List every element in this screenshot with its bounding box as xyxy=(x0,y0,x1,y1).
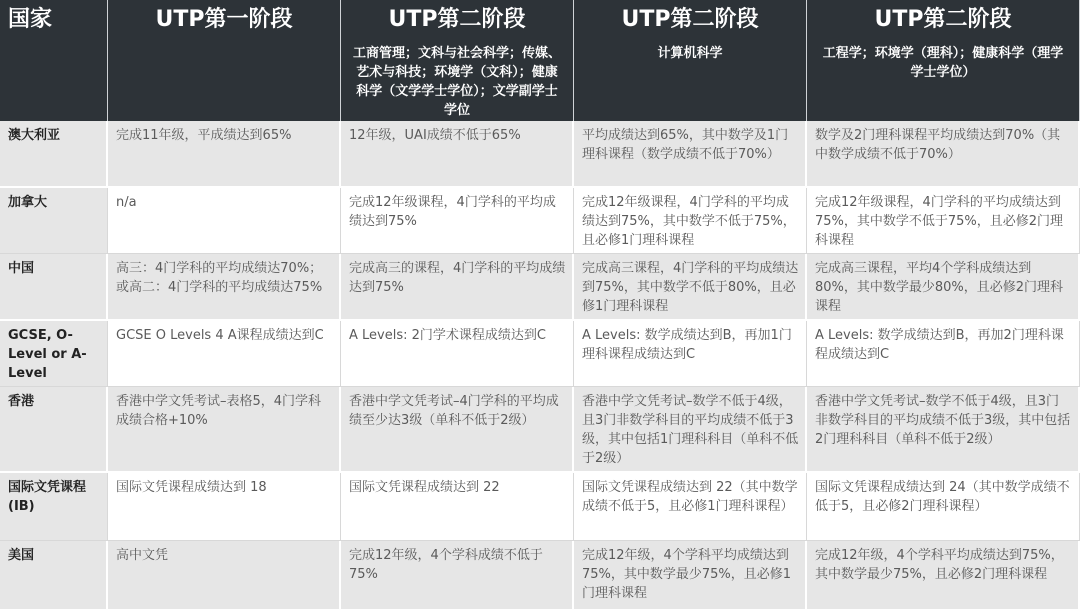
table-row xyxy=(0,387,1080,473)
cell-stage2-arts: 香港中学文凭考试–4门学科的平均成绩至少达3级（单科不低于2级） xyxy=(341,387,574,473)
row-country: 香港 xyxy=(0,387,108,473)
cell-stage2-arts: A Levels: 2门学术课程成绩达到C xyxy=(341,321,574,387)
table-row xyxy=(0,541,1080,611)
row-country: 加拿大 xyxy=(0,188,108,254)
row-country: 澳大利亚 xyxy=(0,121,108,188)
cell-stage2-arts: 国际文凭课程成绩达到 22 xyxy=(341,473,574,541)
cell-stage1: GCSE O Levels 4 A课程成绩达到C xyxy=(108,321,341,387)
cell-stage1: n/a xyxy=(108,188,341,254)
header-country: 国家 xyxy=(0,0,108,121)
header-row xyxy=(0,0,1080,121)
table-row xyxy=(0,188,1080,254)
cell-stage2-eng: 完成12年级，4个学科平均成绩达到75%，其中数学最少75%，且必修2门理科课程 xyxy=(807,541,1080,611)
header-stage2-arts-sub: 工商管理；文科与社会科学；传媒、艺术与科技；环境学（文科）；健康科学（文学学士学位）；文学副学士学位 xyxy=(352,46,561,118)
cell-stage2-cs: 国际文凭课程成绩达到 22（其中数学成绩不低于5，且必修1门理科课程） xyxy=(574,473,807,541)
row-country: 国际文凭课程 (IB) xyxy=(0,473,108,541)
header-stage2-cs: UTP第二阶段 计算机科学 xyxy=(574,0,807,121)
cell-stage2-arts: 完成12年级课程，4门学科的平均成绩达到75% xyxy=(341,188,574,254)
cell-stage2-arts: 完成12年级，4个学科成绩不低于75% xyxy=(341,541,574,611)
cell-stage1: 高三：4门学科的平均成绩达70%；或高二：4门学科的平均成绩达75% xyxy=(108,254,341,321)
table-row xyxy=(0,473,1080,541)
cell-stage2-eng: 香港中学文凭考试–数学不低于4级，且3门非数学科目的平均成绩不低于3级，其中包括2门理科科目（单科不低于2级） xyxy=(807,387,1080,473)
header-stage2-eng-sub: 工程学；环境学（理科）；健康科学（理学学士学位） xyxy=(822,46,1064,80)
cell-stage2-cs: 完成12年级，4个学科平均成绩达到75%，其中数学最少75%，且必修1门理科课程 xyxy=(574,541,807,611)
table-row xyxy=(0,321,1080,387)
table-row xyxy=(0,254,1080,321)
cell-stage2-eng: 完成12年级课程，4门学科的平均成绩达到75%，其中数学不低于75%，且必修2门理科课程 xyxy=(807,188,1080,254)
header-stage1: UTP第一阶段 xyxy=(108,0,341,121)
cell-stage2-arts: 12年级，UAI成绩不低于65% xyxy=(341,121,574,188)
cell-stage2-cs: 完成高三课程，4门学科的平均成绩达到75%，其中数学不低于80%，且必修1门理科课程 xyxy=(574,254,807,321)
row-country: GCSE, O-Level or A-Level xyxy=(0,321,108,387)
header-stage2-eng: UTP第二阶段 工程学；环境学（理科）；健康科学（理学学士学位） xyxy=(807,0,1080,121)
cell-stage2-cs: 完成12年级课程，4门学科的平均成绩达到75%，其中数学不低于75%，且必修1门理科课程 xyxy=(574,188,807,254)
table-row xyxy=(0,121,1080,188)
cell-stage2-eng: 数学及2门理科课程平均成绩达到70%（其中数学成绩不低于70%） xyxy=(807,121,1080,188)
cell-stage2-eng: A Levels: 数学成绩达到B，再加2门理科课程成绩达到C xyxy=(807,321,1080,387)
cell-stage1: 香港中学文凭考试–表格5，4门学科成绩合格+10% xyxy=(108,387,341,473)
row-country: 中国 xyxy=(0,254,108,321)
cell-stage1: 高中文凭 xyxy=(108,541,341,611)
cell-stage2-arts: 完成高三的课程，4门学科的平均成绩达到75% xyxy=(341,254,574,321)
cell-stage2-cs: 香港中学文凭考试–数学不低于4级，且3门非数学科目的平均成绩不低于3级，其中包括1门理科科目（单科不低于2级） xyxy=(574,387,807,473)
cell-stage1: 完成11年级，平成绩达到65% xyxy=(108,121,341,188)
cell-stage2-cs: A Levels: 数学成绩达到B，再加1门理科课程成绩达到C xyxy=(574,321,807,387)
row-country: 美国 xyxy=(0,541,108,611)
header-stage2-arts: UTP第二阶段 工商管理；文科与社会科学；传媒、艺术与科技；环境学（文科）；健康科学（文学学士学位）；文学副学士学位 xyxy=(341,0,574,121)
cell-stage2-eng: 完成高三课程，平均4个学科成绩达到80%，其中数学最少80%，且必修2门理科课程 xyxy=(807,254,1080,321)
cell-stage1: 国际文凭课程成绩达到 18 xyxy=(108,473,341,541)
cell-stage2-eng: 国际文凭课程成绩达到 24（其中数学成绩不低于5，且必修2门理科课程） xyxy=(807,473,1080,541)
cell-stage2-cs: 平均成绩达到65%，其中数学及1门理科课程（数学成绩不低于70%） xyxy=(574,121,807,188)
header-stage2-cs-sub: 计算机科学 xyxy=(657,46,723,61)
